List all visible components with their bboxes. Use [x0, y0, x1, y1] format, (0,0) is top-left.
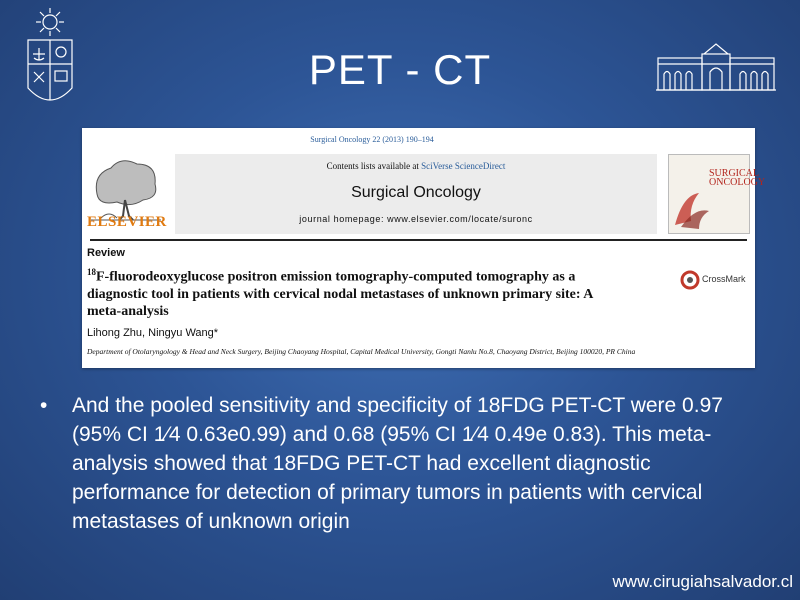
authors: Lihong Zhu, Ningyu Wang*: [87, 327, 219, 339]
slide-title: PET - CT: [308, 46, 492, 93]
contents-prefix: Contents lists available at: [326, 161, 422, 171]
cover-artwork-icon: [669, 155, 766, 233]
journal-name: Surgical Oncology: [351, 184, 481, 201]
journal-citation: Surgical Oncology 22 (2013) 190–194: [310, 135, 434, 144]
cover-title: SURGICAL ONCOLOGY: [709, 168, 766, 188]
contents-line: [175, 161, 657, 171]
title-text: F-fluorodeoxyglucose positron emission tomography-computed tomography as a diagnostic tool in patients with cervical nodal metastases of unknown primary site: A meta-analysis: [87, 269, 593, 319]
publisher-name: ELSEVIER: [87, 214, 167, 230]
sciencedirect-link: SciVerse ScienceDirect: [421, 161, 506, 171]
crossmark-label: CrossMark: [702, 274, 746, 284]
article-type: Review: [87, 247, 125, 259]
paper-header-image: [82, 128, 766, 368]
website-url: www.cirugiahsalvador.cl: [612, 572, 793, 591]
hospital-building-icon: [656, 40, 776, 92]
journal-cover: [668, 154, 766, 234]
article-title: [87, 264, 607, 320]
journal-masthead: [175, 154, 657, 234]
journal-homepage: journal homepage: www.elsevier.com/locate/suronc: [299, 214, 533, 224]
affiliation: Department of Otolaryngology & Head and Neck Surgery, Beijing Chaoyang Hospital, Capital Medical University, Gongti Nanlu No.8, Chaoyang District, Beijing 100020, PR China: [87, 347, 636, 356]
bullet-text: And the pooled sensitivity and specificity of 18FDG PET-CT were 0.97 (95% CI 1⁄4 0.63e0.99) and 0.68 (95% CI 1⁄4 0.49e 0.83). This meta-analysis showed that 18FDG PET-CT had excellent diagnostic performance for detection of primary tumors in patients with cervical metastases of unknown origin: [72, 394, 723, 533]
bullet-marker: •: [40, 394, 48, 417]
header-rule: [90, 239, 747, 241]
title-superscript: 18: [87, 267, 96, 277]
